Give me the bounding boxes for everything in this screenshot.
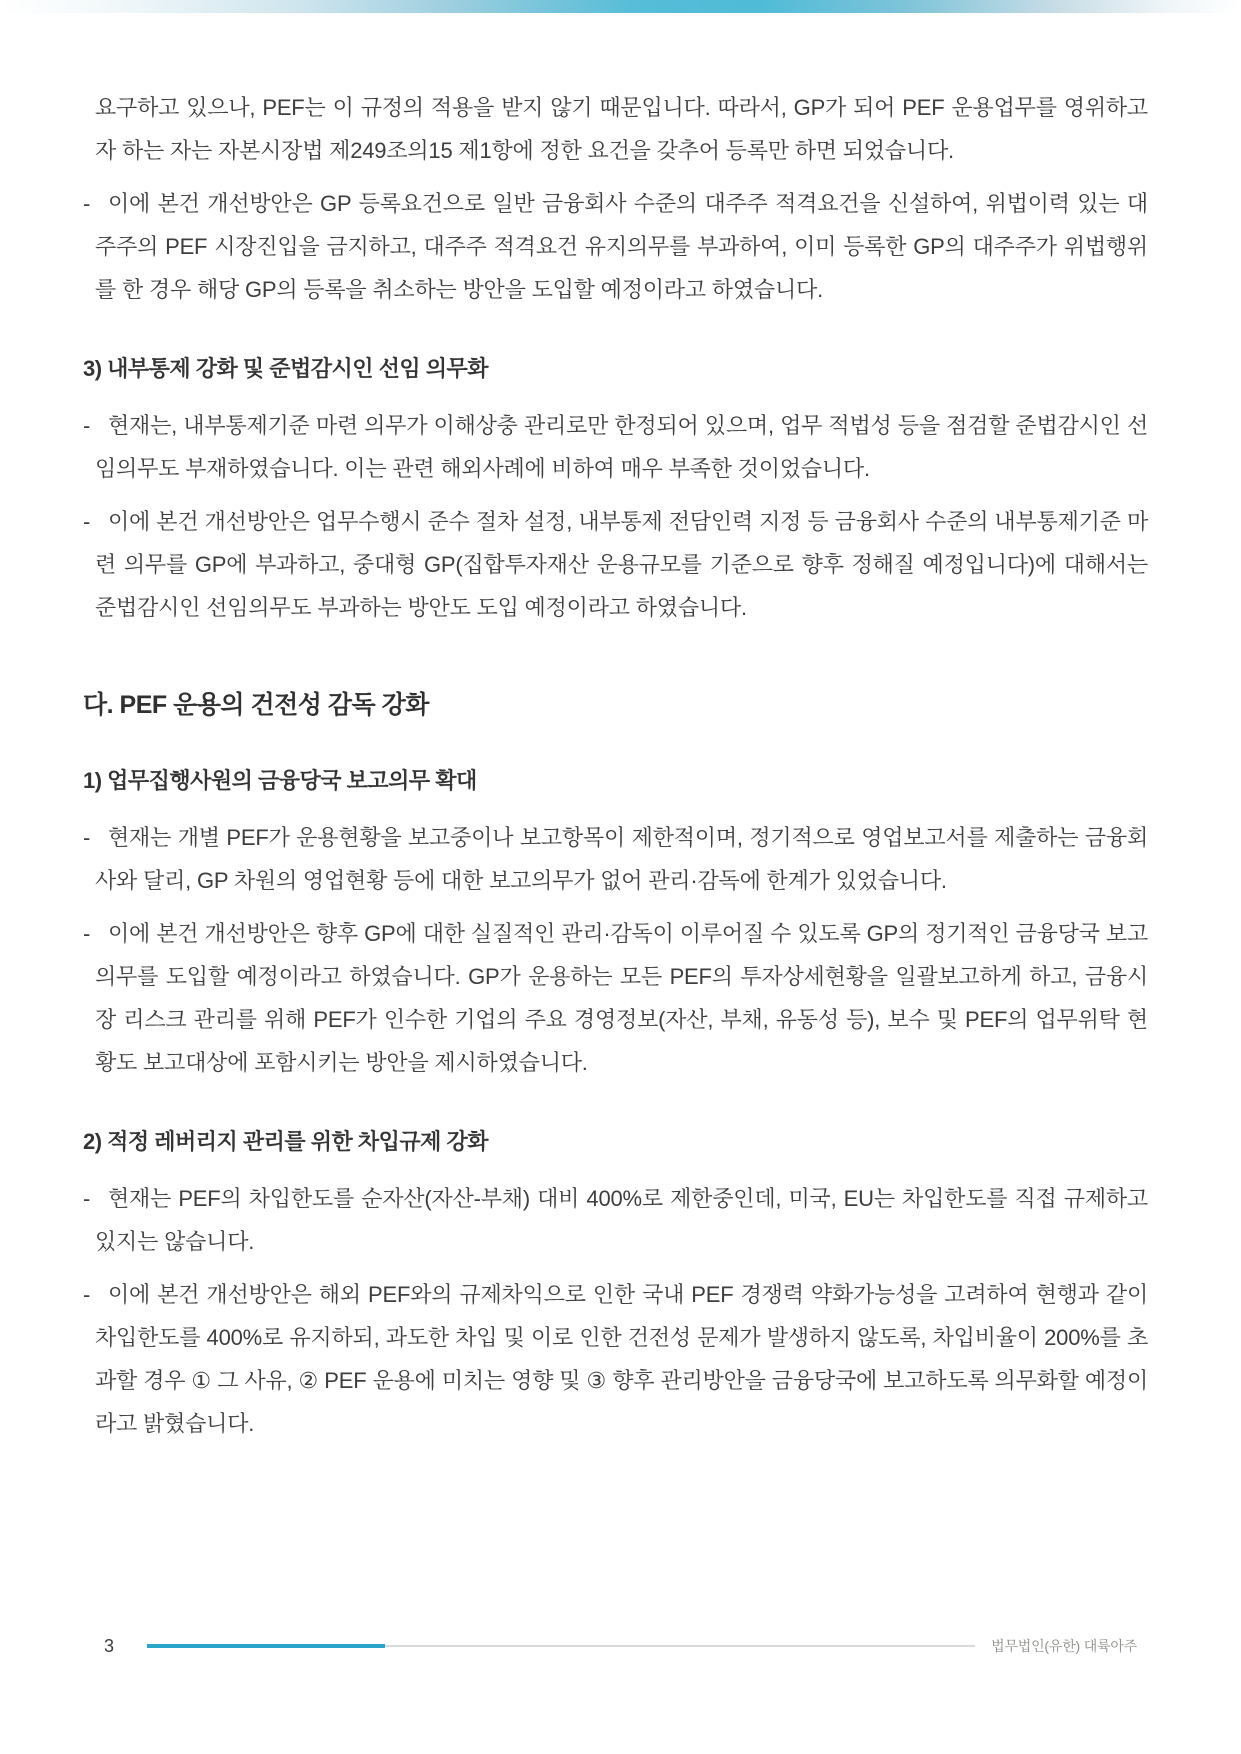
footer-accent-line	[147, 1644, 385, 1648]
page-number: 3	[104, 1636, 115, 1656]
section-da-title: 다. PEF 운용의 건전성 감독 강화	[83, 691, 429, 719]
subsection-1-title: 1) 업무집행사원의 금융당국 보고의무 확대	[83, 768, 477, 793]
bullet-item	[83, 1177, 1148, 1263]
bullet-dash: -	[83, 509, 91, 534]
document-content	[83, 13, 1148, 1445]
bullet-item	[83, 182, 1148, 311]
bullet-text: 이에 본건 개선방안은 GP 등록요건으로 일반 금융회사 수준의 대주주 적격요건을 신설하여, 위법이력 있는 대주주의 PEF 시장진입을 금지하고, 대주주 적격요건 유지의무를 부과하여, 이미 등록한 GP의 대주주가 위법행위를 한 경우 해당 GP의 등록을 취소하는 방안을 도입할 예정이라고 하였습니다.	[95, 191, 1148, 302]
bullet-text: 현재는 PEF의 차입한도를 순자산(자산-부채) 대비 400%로 제한중인데, 미국, EU는 차입한도를 직접 규제하고 있지는 않습니다.	[95, 1186, 1148, 1254]
bullet-dash: -	[83, 1282, 91, 1307]
top-accent-bar	[0, 0, 1241, 13]
subsection-3-title: 3) 내부통제 강화 및 준법감시인 선임 의무화	[83, 356, 489, 381]
bullet-item	[83, 404, 1148, 490]
footer-divider-line	[385, 1645, 975, 1647]
continuation-paragraph: 요구하고 있으나, PEF는 이 규정의 적용을 받지 않기 때문입니다. 따라서, GP가 되어 PEF 운용업무를 영위하고자 하는 자는 자본시장법 제249조의15 제1항에 정한 요건을 갖추어 등록만 하면 되었습니다.	[95, 95, 1148, 163]
bullet-dash: -	[83, 921, 91, 946]
bullet-item	[83, 1273, 1148, 1445]
subsection-2-title: 2) 적정 레버리지 관리를 위한 차입규제 강화	[83, 1129, 489, 1154]
bullet-text: 현재는, 내부통제기준 마련 의무가 이해상충 관리로만 한정되어 있으며, 업무 적법성 등을 점검할 준법감시인 선임의무도 부재하였습니다. 이는 관련 해외사례에 비하여 매우 부족한 것이었습니다.	[95, 413, 1148, 481]
bullet-text: 이에 본건 개선방안은 향후 GP에 대한 실질적인 관리·감독이 이루어질 수 있도록 GP의 정기적인 금융당국 보고의무를 도입할 예정이라고 하였습니다. GP가 운용하는 모든 PEF의 투자상세현황을 일괄보고하게 하고, 금융시장 리스크 관리를 위해 PEF가 인수한 기업의 주요 경영정보(자산, 부채, 유동성 등), 보수 및 PEF의 업무위탁 현황도 보고대상에 포함시키는 방안을 제시하였습니다.	[95, 921, 1148, 1075]
bullet-dash: -	[83, 413, 91, 438]
bullet-text: 이에 본건 개선방안은 업무수행시 준수 절차 설정, 내부통제 전담인력 지정 등 금융회사 수준의 내부통제기준 마련 의무를 GP에 부과하고, 중대형 GP(집합투자재산 운용규모를 기준으로 향후 정해질 예정입니다)에 대해서는 준법감시인 선임의무도 부과하는 방안도 도입 예정이라고 하였습니다.	[95, 509, 1148, 620]
firm-name: 법무법인(유한) 대륙아주	[991, 1638, 1137, 1654]
bullet-item	[83, 816, 1148, 902]
bullet-item	[83, 500, 1148, 629]
bullet-dash: -	[83, 1186, 91, 1211]
bullet-text: 이에 본건 개선방안은 해외 PEF와의 규제차익으로 인한 국내 PEF 경쟁력 약화가능성을 고려하여 현행과 같이 차입한도를 400%로 유지하되, 과도한 차입 및 이로 인한 건전성 문제가 발생하지 않도록, 차입비율이 200%를 초과할 경우 ① 그 사유, ② PEF 운용에 미치는 영향 및 ③ 향후 관리방안을 금융당국에 보고하도록 의무화할 예정이라고 밝혔습니다.	[95, 1282, 1148, 1436]
bullet-item	[83, 912, 1148, 1084]
bullet-text: 현재는 개별 PEF가 운용현황을 보고중이나 보고항목이 제한적이며, 정기적으로 영업보고서를 제출하는 금융회사와 달리, GP 차원의 영업현황 등에 대한 보고의무가 없어 관리·감독에 한계가 있었습니다.	[95, 825, 1148, 893]
bullet-dash: -	[83, 825, 91, 850]
page-footer	[0, 1630, 1241, 1666]
bullet-dash: -	[83, 191, 91, 216]
